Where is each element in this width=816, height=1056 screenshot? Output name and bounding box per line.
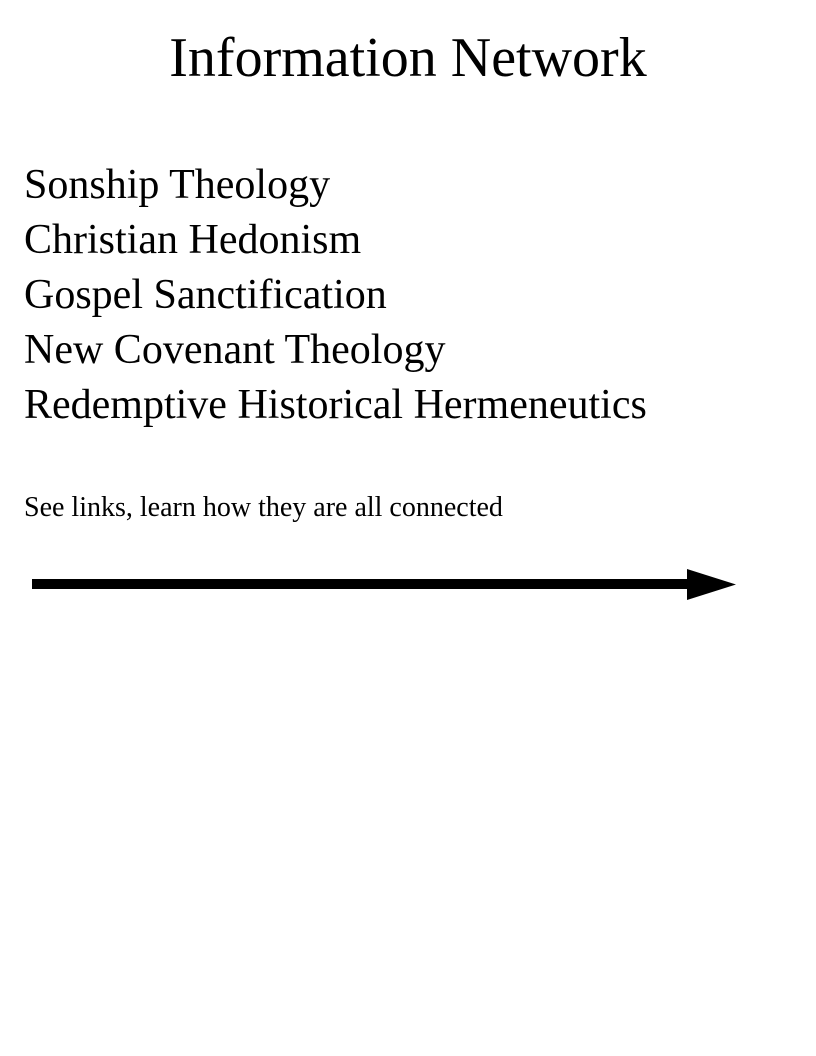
caption-text: See links, learn how they are all connected [24, 492, 503, 523]
topic-list [24, 158, 784, 433]
list-item: Christian Hedonism [24, 217, 362, 263]
page-title: Information Network [169, 27, 647, 89]
list-item: Gospel Sanctification [24, 272, 387, 318]
list-item: Redemptive Historical Hermeneutics [24, 382, 647, 428]
list-item: Sonship Theology [24, 162, 331, 208]
list-item: New Covenant Theology [24, 327, 446, 373]
right-arrow-icon [32, 565, 736, 605]
